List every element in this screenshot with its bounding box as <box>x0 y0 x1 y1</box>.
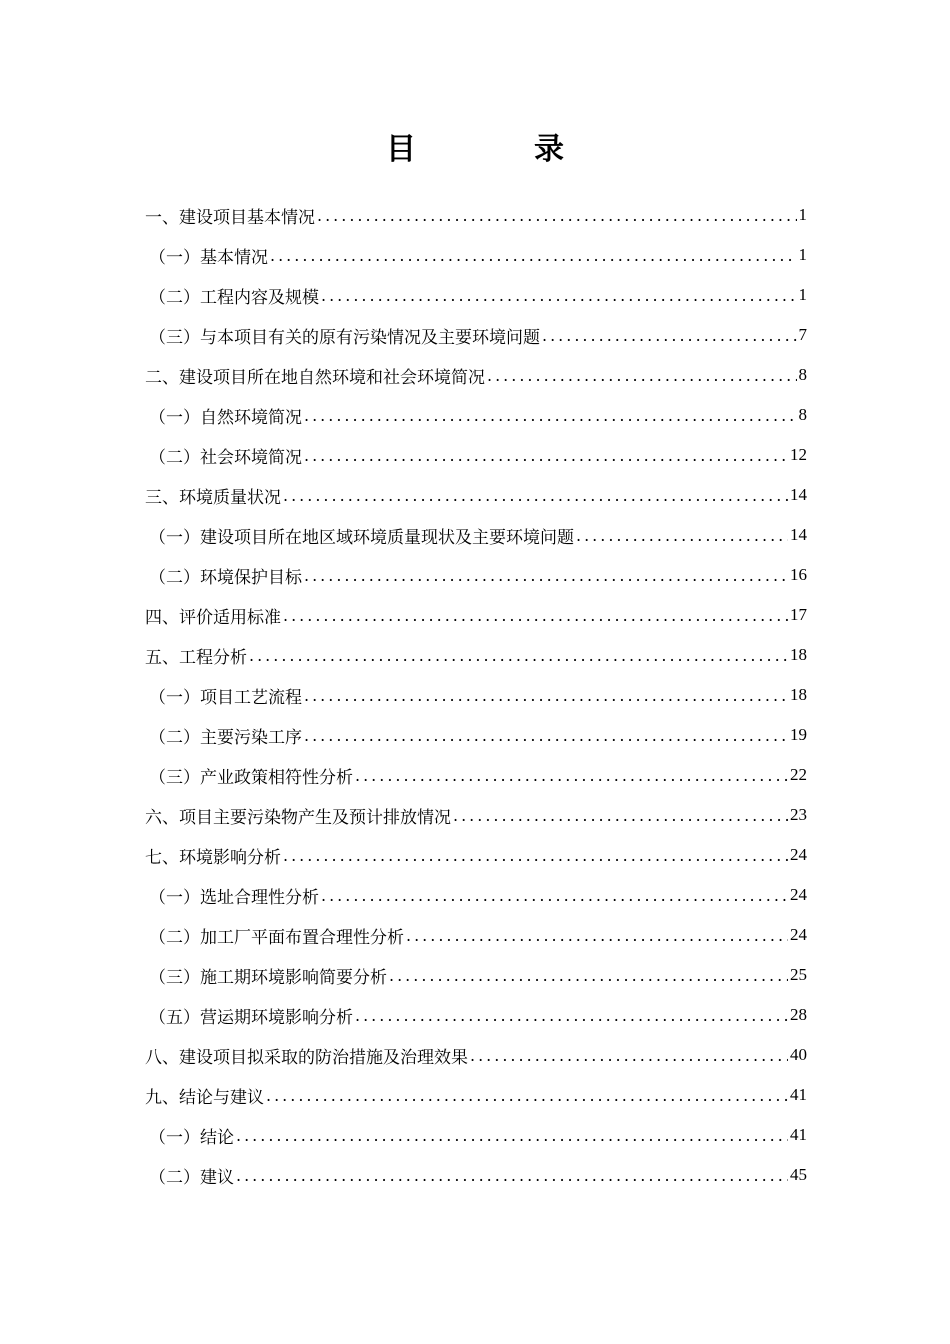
toc-entry[interactable] <box>145 1155 807 1195</box>
toc-entry-page-number: 1 <box>798 205 807 224</box>
toc-dot-leader <box>321 286 797 305</box>
toc-dot-leader <box>487 366 797 385</box>
toc-entry-page-number: 45 <box>790 1165 807 1184</box>
toc-entry-page-number: 41 <box>790 1085 807 1104</box>
toc-dot-leader <box>317 206 797 225</box>
toc-dot-leader <box>266 1086 788 1105</box>
toc-dot-leader <box>304 726 788 745</box>
toc-dot-leader <box>321 886 788 905</box>
toc-entry-page-number: 1 <box>798 245 807 264</box>
toc-entry-label: （三）与本项目有关的原有污染情况及主要环境问题 <box>149 327 540 348</box>
toc-entry-page-number: 25 <box>790 965 807 984</box>
toc-entry-page-number: 12 <box>790 445 807 464</box>
toc-entry-label: （二）主要污染工序 <box>149 727 302 748</box>
toc-entry-label: （三）施工期环境影响简要分析 <box>149 967 387 988</box>
toc-dot-leader <box>249 646 788 665</box>
toc-entry[interactable] <box>145 1035 807 1075</box>
toc-entry-page-number: 24 <box>790 885 807 904</box>
toc-entry-page-number: 23 <box>790 805 807 824</box>
toc-dot-leader <box>304 406 797 425</box>
toc-dot-leader <box>283 606 788 625</box>
toc-entry-page-number: 1 <box>798 285 807 304</box>
toc-dot-leader <box>576 526 788 545</box>
toc-entry[interactable] <box>145 555 807 595</box>
toc-dot-leader <box>283 846 788 865</box>
toc-entry-page-number: 14 <box>790 485 807 504</box>
toc-entry[interactable] <box>145 355 807 395</box>
toc-entry[interactable] <box>145 595 807 635</box>
toc-entry[interactable] <box>145 755 807 795</box>
toc-entry-label: （三）产业政策相符性分析 <box>149 767 353 788</box>
toc-entry-label: （五）营运期环境影响分析 <box>149 1007 353 1028</box>
toc-dot-leader <box>304 686 788 705</box>
toc-entry[interactable] <box>145 475 807 515</box>
toc-entry-page-number: 40 <box>790 1045 807 1064</box>
toc-dot-leader <box>355 1006 788 1025</box>
toc-entry-page-number: 22 <box>790 765 807 784</box>
toc-entry-page-number: 14 <box>790 525 807 544</box>
toc-entry-label: （一）项目工艺流程 <box>149 687 302 708</box>
toc-entry-page-number: 17 <box>790 605 807 624</box>
toc-entry[interactable] <box>145 235 807 275</box>
toc-entry-label: （一）选址合理性分析 <box>149 887 319 908</box>
toc-entry-label: （二）加工厂平面布置合理性分析 <box>149 927 404 948</box>
toc-entry[interactable] <box>145 875 807 915</box>
toc-entry-page-number: 8 <box>798 365 807 384</box>
toc-entry-label: 二、建设项目所在地自然环境和社会环境简况 <box>145 367 485 388</box>
toc-entry-label: （一）基本情况 <box>149 247 268 268</box>
toc-dot-leader <box>304 446 788 465</box>
toc-entry-label: （一）结论 <box>149 1127 234 1148</box>
toc-entry[interactable] <box>145 315 807 355</box>
toc-entry[interactable] <box>145 635 807 675</box>
toc-entry-label: 六、项目主要污染物产生及预计排放情况 <box>145 807 451 828</box>
toc-entry[interactable] <box>145 715 807 755</box>
toc-entry-label: 五、工程分析 <box>145 647 247 668</box>
toc-dot-leader <box>283 486 788 505</box>
toc-entry-label: 八、建设项目拟采取的防治措施及治理效果 <box>145 1047 468 1068</box>
title-char-2: 录 <box>534 132 564 167</box>
page-title <box>0 128 950 172</box>
toc-entry-label: 七、环境影响分析 <box>145 847 281 868</box>
toc-entry[interactable] <box>145 275 807 315</box>
toc-entry[interactable] <box>145 435 807 475</box>
toc-dot-leader <box>542 326 797 345</box>
toc-entry-page-number: 18 <box>790 645 807 664</box>
toc-dot-leader <box>236 1166 788 1185</box>
toc-entry[interactable] <box>145 1075 807 1115</box>
toc-entry[interactable] <box>145 835 807 875</box>
toc-entry[interactable] <box>145 395 807 435</box>
toc-entry[interactable] <box>145 675 807 715</box>
toc-entry-label: （一）建设项目所在地区域环境质量现状及主要环境问题 <box>149 527 574 548</box>
toc-entry-page-number: 7 <box>798 325 807 344</box>
toc-entry-label: 一、建设项目基本情况 <box>145 207 315 228</box>
toc-entry-label: （二）工程内容及规模 <box>149 287 319 308</box>
toc-entry-label: （二）环境保护目标 <box>149 567 302 588</box>
toc-entry[interactable] <box>145 515 807 555</box>
toc-entry-label: 三、环境质量状况 <box>145 487 281 508</box>
toc-entry[interactable] <box>145 915 807 955</box>
toc-entry-label: 九、结论与建议 <box>145 1087 264 1108</box>
toc-entry-label: （二）建议 <box>149 1167 234 1188</box>
toc-entry-page-number: 41 <box>790 1125 807 1144</box>
toc-dot-leader <box>270 246 797 265</box>
toc-dot-leader <box>470 1046 788 1065</box>
toc-entry[interactable] <box>145 1115 807 1155</box>
toc-entry-label: （一）自然环境简况 <box>149 407 302 428</box>
toc-entry-page-number: 8 <box>798 405 807 424</box>
toc-dot-leader <box>355 766 788 785</box>
table-of-contents <box>145 195 807 1195</box>
toc-entry-page-number: 16 <box>790 565 807 584</box>
toc-entry-page-number: 18 <box>790 685 807 704</box>
toc-dot-leader <box>389 966 788 985</box>
toc-dot-leader <box>406 926 788 945</box>
toc-entry-page-number: 19 <box>790 725 807 744</box>
toc-dot-leader <box>236 1126 788 1145</box>
toc-entry-label: （二）社会环境简况 <box>149 447 302 468</box>
toc-entry-page-number: 28 <box>790 1005 807 1024</box>
toc-entry-label: 四、评价适用标准 <box>145 607 281 628</box>
toc-dot-leader <box>453 806 788 825</box>
toc-entry-page-number: 24 <box>790 925 807 944</box>
title-char-1: 目 <box>386 132 416 167</box>
toc-entry-page-number: 24 <box>790 845 807 864</box>
toc-entry[interactable] <box>145 195 807 235</box>
toc-dot-leader <box>304 566 788 585</box>
toc-entry[interactable] <box>145 995 807 1035</box>
toc-entry[interactable] <box>145 795 807 835</box>
toc-entry[interactable] <box>145 955 807 995</box>
